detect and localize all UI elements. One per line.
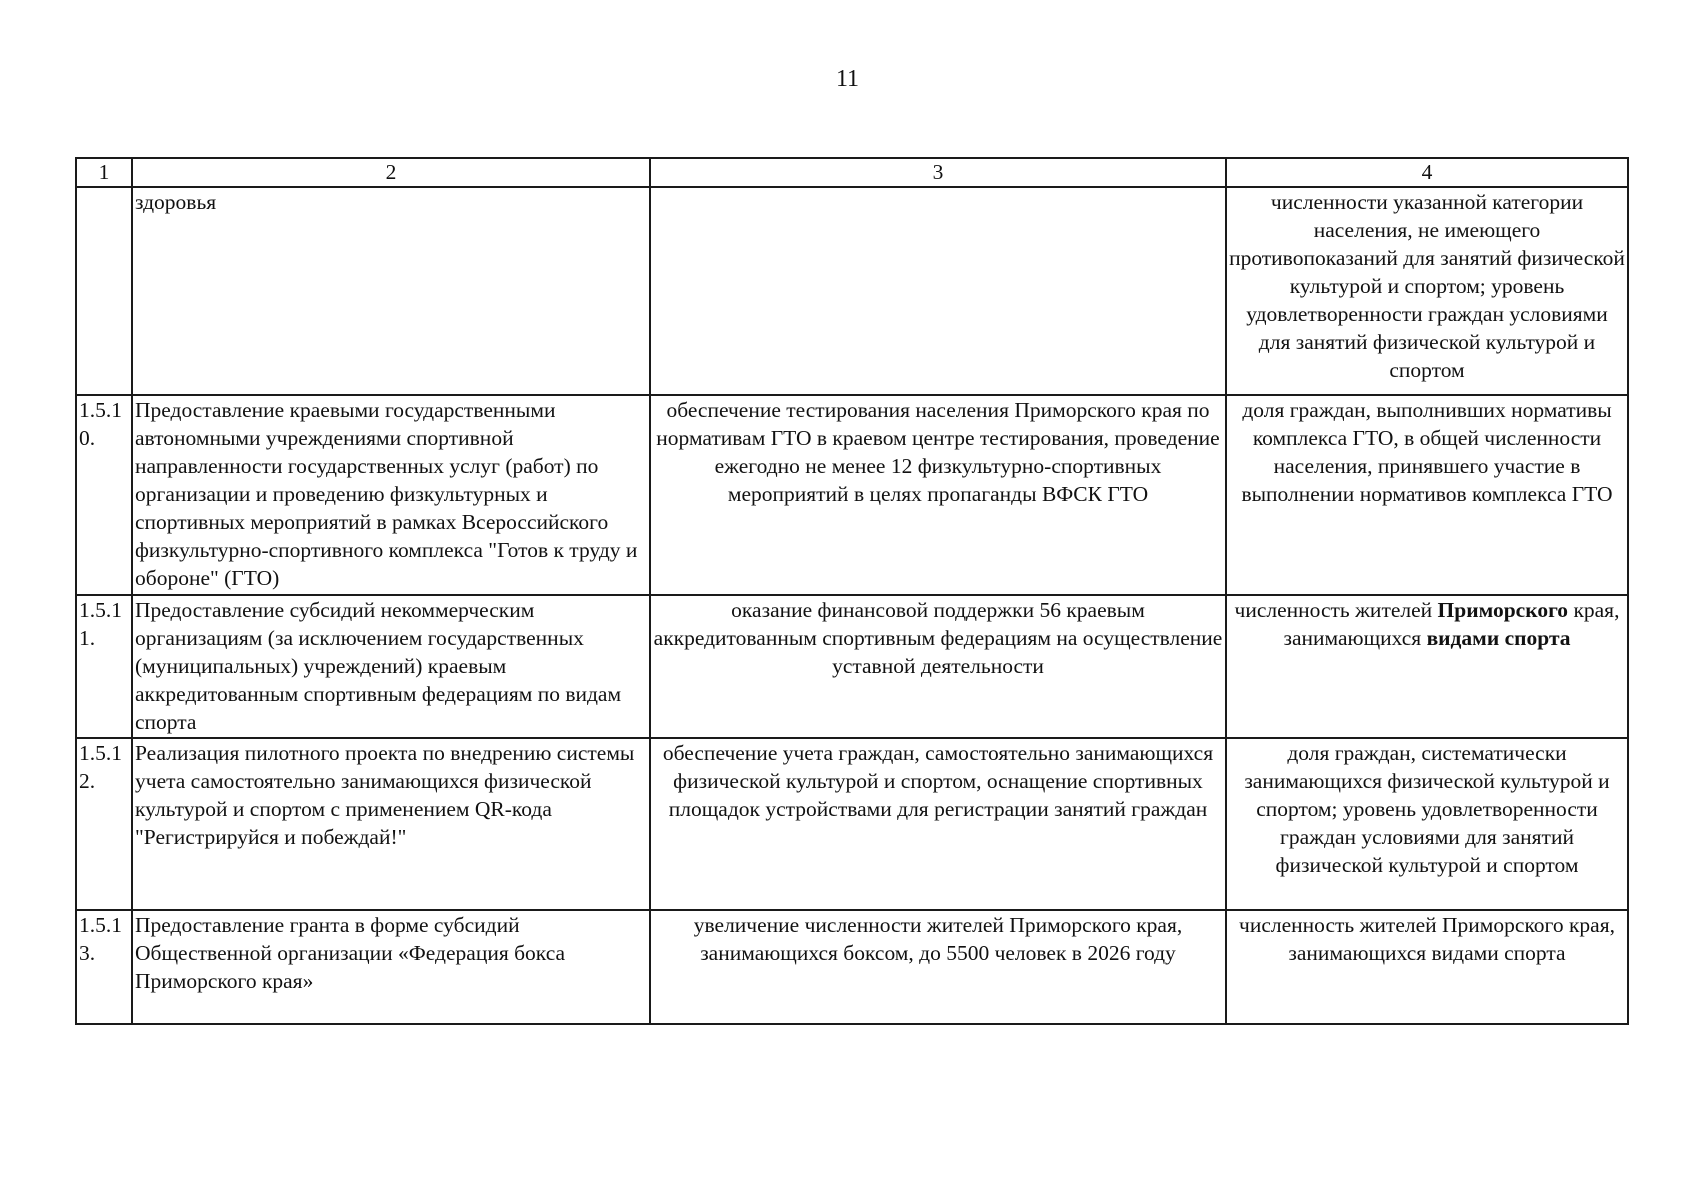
- table-header-row: [76, 158, 1628, 187]
- indicator: численности указанной категории населения, не имеющего противопоказаний для занятий физической культурой и спортом; уровень удовлетворенности граждан условиями для занятий физической культурой и спортом: [1226, 187, 1628, 395]
- page-number: 11: [835, 66, 860, 92]
- table-row: [76, 395, 1628, 595]
- column-header: 1: [76, 158, 132, 187]
- expected-result: увеличение численности жителей Приморского края, занимающихся боксом, до 5500 человек в 2026 году: [650, 910, 1226, 1024]
- indicator-text: края, занимающихся: [1283, 598, 1620, 650]
- row-number: 1.5.10.: [76, 395, 132, 595]
- row-number: [76, 187, 132, 395]
- table-row: [76, 595, 1628, 738]
- row-number: 1.5.13.: [76, 910, 132, 1024]
- measure-name: Предоставление субсидий некоммерческим организациям (за исключением государственных (муниципальных) учреждений) краевым аккредитованным спортивным федерациям по видам спорта: [132, 595, 650, 738]
- measure-name: Предоставление гранта в форме субсидий Общественной организации «Федерация бокса Приморского края»: [132, 910, 650, 1024]
- table-row: [76, 187, 1628, 395]
- column-header: 4: [1226, 158, 1628, 187]
- expected-result: [650, 187, 1226, 395]
- row-number: 1.5.11.: [76, 595, 132, 738]
- measure-name: Предоставление краевыми государственными автономными учреждениями спортивной направленности государственных услуг (работ) по организации и проведению физкультурных и спортивных мероприятий в рамках Всероссийского физкультурно-спортивного комплекса "Готов к труду и обороне" (ГТО): [132, 395, 650, 595]
- row-number: 1.5.12.: [76, 738, 132, 910]
- indicator-text: численность жителей: [1234, 598, 1438, 622]
- expected-result: обеспечение тестирования населения Приморского края по нормативам ГТО в краевом центре тестирования, проведение ежегодно не менее 12 физкультурно-спортивных мероприятий в целях пропаганды ВФСК ГТО: [650, 395, 1226, 595]
- indicator: доля граждан, выполнивших нормативы комплекса ГТО, в общей численности населения, принявшего участие в выполнении нормативов комплекса ГТО: [1226, 395, 1628, 595]
- column-header: 2: [132, 158, 650, 187]
- indicator: численность жителей Приморского края, занимающихся видами спорта: [1226, 910, 1628, 1024]
- measure-name: Реализация пилотного проекта по внедрению системы учета самостоятельно занимающихся физической культурой и спортом с применением QR-кода "Регистрируйся и побеждай!": [132, 738, 650, 910]
- expected-result: оказание финансовой поддержки 56 краевым аккредитованным спортивным федерациям на осуществление уставной деятельности: [650, 595, 1226, 738]
- indicator-text-bold: Приморского: [1437, 598, 1569, 622]
- table-row: [76, 738, 1628, 910]
- table-row: [76, 910, 1628, 1024]
- indicator-text-bold: видами спорта: [1426, 626, 1571, 650]
- expected-result: обеспечение учета граждан, самостоятельно занимающихся физической культурой и спортом, оснащение спортивных площадок устройствами для регистрации занятий граждан: [650, 738, 1226, 910]
- indicator: доля граждан, систематически занимающихся физической культурой и спортом; уровень удовлетворенности граждан условиями для занятий физической культурой и спортом: [1226, 738, 1628, 910]
- column-header: 3: [650, 158, 1226, 187]
- indicator: [1226, 595, 1628, 738]
- measures-table: [75, 157, 1629, 1025]
- measure-name: здоровья: [132, 187, 650, 395]
